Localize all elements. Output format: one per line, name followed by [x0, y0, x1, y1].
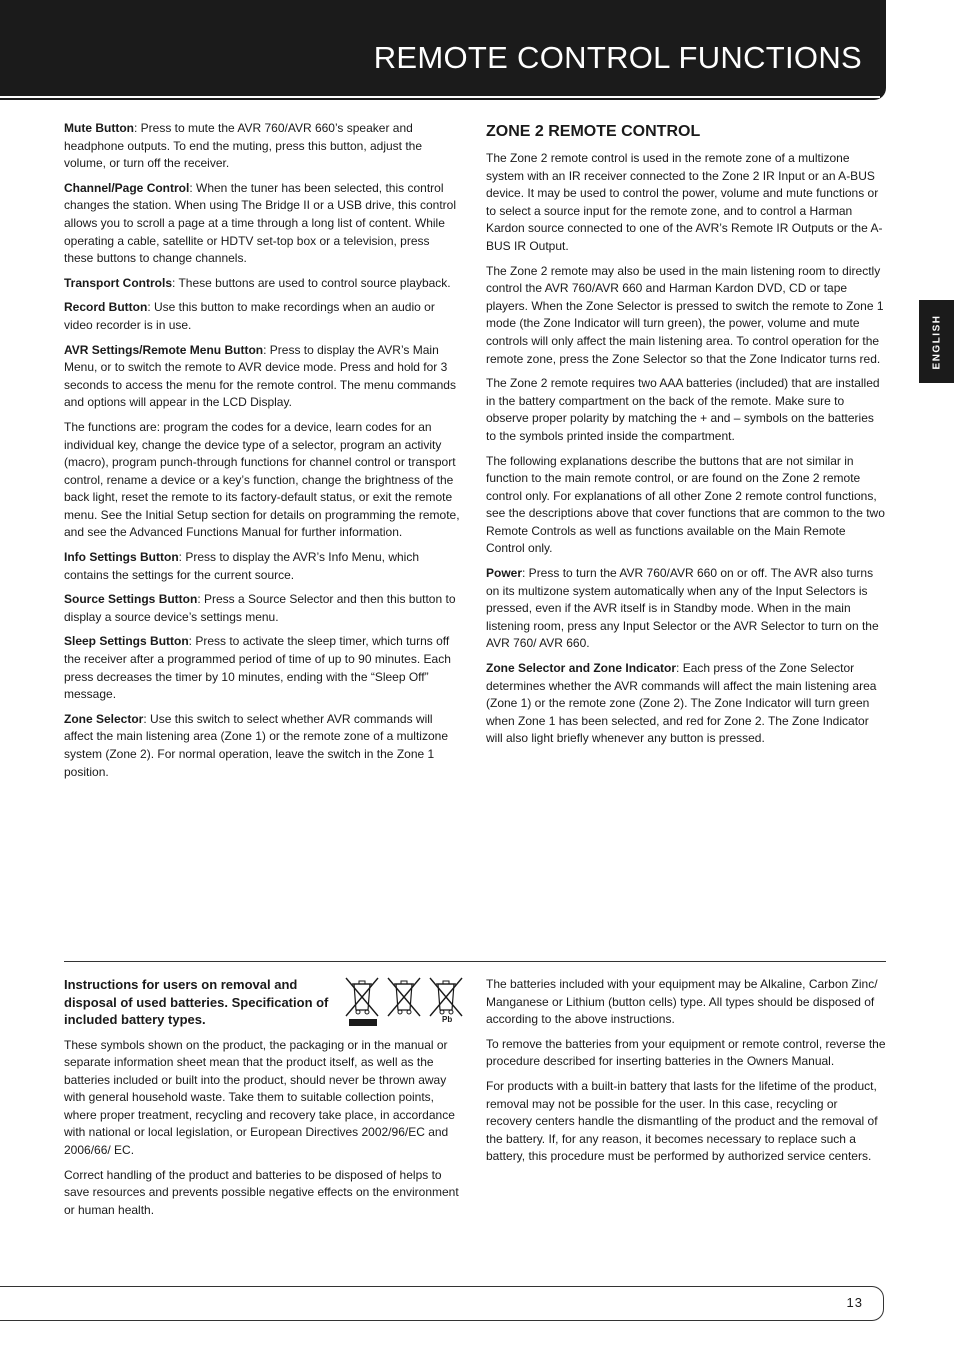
footer: [0, 1286, 884, 1321]
paragraph: [486, 263, 886, 369]
page-number: 13: [846, 1295, 863, 1310]
paragraph: [64, 633, 462, 703]
desc: : Press a Source Selector and then this button to display a source device’s settings menu.: [64, 592, 456, 624]
language-tab: [919, 300, 954, 383]
desc: The Zone 2 remote control is used in the remote zone of a multizone system with an IR receiver connected to the Zone 2 IR Input or an A-BUS device. It may be used to control the power, volume and mute functions or to select a source input for the remote zone, and to control a Harman Kardon source connected to one of the AVR’s Remote IR Outputs or the A-BUS IR Output.: [486, 151, 883, 253]
desc: : Press to display the AVR’s Info Menu, which contains the settings for the current source.: [64, 550, 419, 582]
left-column: [64, 120, 462, 788]
paragraph: For products with a built-in battery that lasts for the lifetime of the product, removal may not be possible for the user. In this case, recycling or recovery centers handle the dismantling of the product and the removal of the battery. If, for any reason, it becomes necessary to replace such a battery, this procedure must be performed by authorized service centers.: [486, 1078, 878, 1164]
paragraph: [486, 375, 886, 445]
disposal-symbols: [344, 976, 464, 1028]
paragraph: [64, 549, 462, 584]
paragraph: [486, 453, 886, 559]
paragraph: [64, 275, 462, 293]
desc: : Press to mute the AVR 760/AVR 660’s speaker and headphone outputs. To end the muting, press this button, adjust the volume, or turn off the receiver.: [64, 121, 423, 171]
term: Power: [486, 566, 523, 581]
term: Zone Selector: [64, 711, 144, 726]
paragraph: Correct handling of the product and batteries to be disposed of helps to save resources and prevents possible negative effects on the environment or human health.: [64, 1167, 459, 1217]
desc: The Zone 2 remote may also be used in the main listening room to directly control the AVR 760/AVR 660 and Harman Kardon DVD, CD or tape players. When the Zone Selector is pressed to switch the remote to Zone 1 mode (the Zone Indicator will turn green), the power, volume and mute controls will only affect the main listening area. To control operation for the remote zone, press the Zone Selector so that the Zone Indicator turns red.: [486, 263, 884, 366]
section-divider: [64, 961, 886, 962]
battery-right-column: [486, 976, 886, 1173]
desc: The Zone 2 remote requires two AAA batteries (included) that are installed in the battery compartment on the back of the remote. Make sure to observe proper polarity by matching the + and – symbols on the batteries to the symbols printed inside the compartment.: [486, 376, 880, 443]
term: Channel/Page Control: [64, 180, 190, 195]
crossed-bin-icon: [386, 976, 422, 1018]
desc: : Each press of the Zone Selector determines whether the AVR commands will affect the main listening area (Zone 1) or the remote zone (Zone 2). The Zone Indicator will turn green when Zone 1 has been selected, and red for Zone 2. The Zone Indicator will also light briefly whenever any button is pressed.: [486, 661, 877, 746]
page-title: REMOTE CONTROL FUNCTIONS: [373, 40, 862, 75]
crossed-bin-icon: [344, 976, 380, 1018]
desc: The following explanations describe the buttons that are not similar in function to the main remote control, or are found on the Zone 2 remote control only. For explanations of all other Zone 2 remote control functions, see the descriptions above that cover functions that are common to the two Remote Controls as well as functions available on the Main Remote Control only.: [486, 453, 885, 556]
pb-label: Pb: [442, 1015, 453, 1024]
separate-collection-bar: [349, 1019, 377, 1026]
desc: : When the tuner has been selected, this control changes the station. When using The Bridge II or a USB drive, this control allows you to scroll a page at a time through a long list of content. While operating a cable, satellite or HDTV set-top box or a television, press these buttons to change channels.: [64, 180, 456, 266]
paragraph: [64, 419, 462, 542]
desc: : Press to turn the AVR 760/AVR 660 on or off. The AVR also turns on its multizone system automatically when any of the Input Selectors is pressed, even if the AVR itself is in Standby mode. When in the main listening room, press any Input Selector or the AVR Selector to turn on the AVR 760/ AVR 660.: [486, 566, 879, 651]
term: Info Settings Button: [64, 550, 179, 565]
header-rule: [0, 96, 880, 98]
crossed-bin-icon: [428, 976, 464, 1018]
paragraph: [64, 299, 462, 334]
desc: : These buttons are used to control source playback.: [172, 275, 451, 290]
zone2-heading: ZONE 2 REMOTE CONTROL: [486, 123, 701, 140]
desc: : Press to activate the sleep timer, which turns off the receiver after a programmed period of time of up to 90 minutes. Each press decreases the timer by 10 minutes, ending with the “Sleep Off” message.: [64, 634, 451, 702]
paragraph: [64, 180, 462, 268]
term: Zone Selector and Zone Indicator: [486, 661, 677, 676]
language-tab-label: ENGLISH: [931, 314, 942, 369]
paragraph: [486, 660, 886, 748]
paragraph: To remove the batteries from your equipment or remote control, reverse the procedure described for inserting batteries in the Owners Manual.: [486, 1036, 886, 1069]
paragraph: [64, 120, 462, 173]
term: Source Settings Button: [64, 592, 198, 607]
paragraph: These symbols shown on the product, the packaging or in the manual or separate information sheet mean that the product itself, as well as the batteries included or built into the product, should never be thrown away with general household waste. Take them to suitable collection points, where proper treatment, recycling and recovery take place, in accordance with national or local legislation, or European Directives 2002/96/EC and 2006/66/ EC.: [64, 1037, 455, 1158]
term: Sleep Settings Button: [64, 634, 189, 649]
term: Transport Controls: [64, 275, 173, 290]
desc: The functions are: program the codes for a device, learn codes for an individual key, change the device type of a selector, program an activity (macro), program punch-through functions for channel control or transport control, rename a device or a key’s function, change the brightness of the back light, reset the remote to its factory-default status, or exit the remote menu. See the Initial Setup section for details on programming the remote, and see the Advanced Functions Manual for further information.: [64, 419, 460, 540]
paragraph: The batteries included with your equipment may be Alkaline, Carbon Zinc/ Manganese or Lithium (button cells) type. All types should be disposed of according to the above instructions.: [486, 977, 878, 1027]
term: AVR Settings/Remote Menu Button: [64, 342, 264, 357]
paragraph: [64, 342, 462, 412]
desc: : Press to display the AVR’s Main Menu, or to switch the remote to AVR device mode. Press and hold for 3 seconds to access the menu for the remote control. The menu commands and options will appear in the LCD Display.: [64, 342, 456, 410]
desc: : Use this switch to select whether AVR commands will affect the main listening area (Zone 1) or the remote zone of a multizone system (Zone 2). For normal operation, leave the switch in the Zone 1 position.: [64, 711, 448, 779]
desc: : Use this button to make recordings when an audio or video recorder is in use.: [64, 300, 435, 332]
battery-heading: Instructions for users on removal and disposal of used batteries. Specification of included battery types.: [64, 977, 329, 1027]
right-column: [486, 120, 886, 755]
paragraph: [486, 150, 886, 256]
term: Mute Button: [64, 121, 134, 135]
paragraph: [64, 711, 462, 781]
paragraph: [486, 565, 886, 653]
term: Record Button: [64, 300, 148, 315]
paragraph: [64, 591, 462, 626]
